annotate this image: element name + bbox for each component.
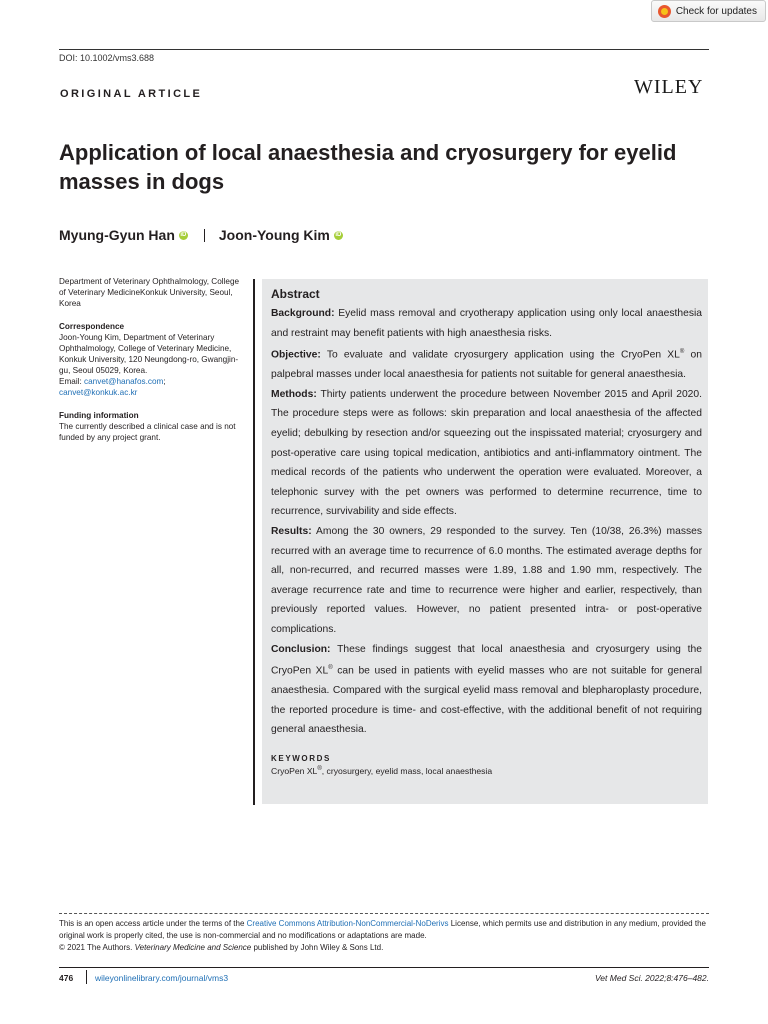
- correspondence-text: [59, 332, 244, 398]
- registered-mark: ®: [679, 349, 685, 356]
- keyword-cryopen: CryoPen XL: [271, 765, 318, 776]
- keywords-list: [271, 766, 702, 776]
- methods-text: Thirty patients underwent the procedure between November 2015 and April 2020. The procedure steps were as follows: skin preparation and local anaesthesia of the affected eyelid; debulking by resection and/or squeezing out the inspissated material; cryosurgery and post-operative care using topical medication, antibiotics and anti-inflammatory ointment. The medical records of the patients who underwent the operation were evaluated. Moreover, a telephonic survey with the pet owners was performed to determine recurrence, time to recurrence, survivability and side effects.: [271, 388, 702, 518]
- copyright-text: © 2021 The Authors.: [59, 943, 135, 952]
- abstract-box: [262, 279, 708, 804]
- affiliation: Department of Veterinary Ophthalmology, College of Veterinary MedicineKonkuk University, Seoul, Korea: [59, 277, 240, 308]
- conclusion-text-end: can be used in patients with eyelid masses who are not suitable for general anaesthesia. Compared with the surgical eyelid mass removal and blepharoplasty procedure, the reported procedure is time- and cost-effective, with the additional benefit of not requiring general anaesthesia.: [271, 665, 702, 736]
- abstract-methods: [271, 385, 702, 522]
- email-link[interactable]: canvet@konkuk.ac.kr: [59, 388, 138, 397]
- author-name[interactable]: Joon-Young Kim: [218, 227, 330, 243]
- license-text-end: License, which permits use and distribution in any medium, provided the original work is properly cited, the use is non-commercial and no modifications or adaptations are made.: [59, 919, 706, 940]
- footer-separator: [86, 970, 87, 984]
- publisher-logo: WILEY: [634, 76, 704, 98]
- license-link[interactable]: Creative Commons Attribution-NonCommercial-NoDerivs: [246, 919, 449, 928]
- author-name[interactable]: Myung-Gyun Han: [59, 227, 175, 243]
- article-title: Application of local anaesthesia and cryosurgery for eyelid masses in dogs: [59, 140, 677, 194]
- conclusion-label: Conclusion:: [271, 643, 331, 655]
- abstract-heading: Abstract: [271, 287, 320, 301]
- orcid-icon[interactable]: iD: [180, 231, 187, 238]
- correspondence-heading: Correspondence: [59, 322, 125, 331]
- funding-heading: Funding information: [59, 411, 139, 420]
- objective-text: To evaluate and validate cryosurgery application using the CryoPen XL: [320, 349, 680, 361]
- journal-url-link[interactable]: wileyonlinelibrary.com/journal/vms3: [95, 973, 229, 983]
- article-type: ORIGINAL ARTICLE: [60, 88, 203, 100]
- author-separator: [204, 229, 205, 242]
- citation: Vet Med Sci. 2022;8:476–482.: [594, 973, 709, 983]
- objective-label: Objective:: [271, 349, 321, 361]
- doi: DOI: 10.1002/vms3.688: [59, 53, 155, 63]
- keywords-heading: KEYWORDS: [271, 753, 331, 763]
- orcid-icon[interactable]: iD: [335, 231, 342, 238]
- methods-label: Methods:: [271, 388, 317, 400]
- license-text: This is an open access article under the terms of the: [59, 919, 247, 928]
- funding-text: The currently described a clinical case and is not funded by any project grant.: [59, 422, 236, 442]
- header-rule: [59, 49, 709, 50]
- email-separator: ;: [163, 377, 166, 386]
- abstract-background: [271, 304, 702, 343]
- copyright-publisher: published by John Wiley & Sons Ltd.: [251, 943, 384, 952]
- abstract-conclusion: [271, 640, 702, 740]
- article-sidebar: [59, 276, 244, 443]
- results-text: Among the 30 owners, 29 responded to the survey. Ten (10/38, 26.3%) masses recurred with an average time to recurrence of 6.0 months. The estimated average depths for all, non-recurred, and recurred masses were 1.89, 1.88 and 1.90 mm, respectively. The average recurrence rate and time to recurrence were higher and earlier, respectively, than previously reported values. However, no patient presented intra- or post-operative complications.: [271, 525, 702, 635]
- objective-text-end: on palpebral masses under local anaesthesia for patients not suitable for general anaesthesia.: [271, 349, 702, 381]
- keywords-rest: , cryosurgery, eyelid mass, local anaesthesia: [321, 765, 493, 776]
- abstract-results: [271, 522, 702, 640]
- conclusion-text: These findings suggest that local anaesthesia and cryosurgery using the CryoPen XL: [271, 643, 702, 677]
- email-label: Email:: [59, 377, 85, 386]
- check-for-updates-button[interactable]: [651, 0, 766, 22]
- email-link[interactable]: canvet@hanafos.com: [84, 377, 164, 386]
- crossmark-icon: [658, 5, 671, 18]
- check-for-updates-label: Check for updates: [675, 5, 757, 17]
- license-divider: [59, 913, 709, 914]
- registered-mark: ®: [328, 665, 333, 672]
- author-list: [59, 227, 343, 243]
- results-label: Results:: [271, 525, 312, 537]
- license-notice: [59, 918, 709, 954]
- column-divider: [253, 279, 255, 805]
- journal-name: Veterinary Medicine and Science: [134, 943, 252, 952]
- footer-rule: [59, 967, 709, 968]
- background-text: Eyelid mass removal and cryotherapy application using only local anaesthesia and restraint may benefit patients with high anaesthesia risks.: [271, 308, 702, 339]
- page-number: 476: [59, 973, 74, 983]
- background-label: Background:: [271, 308, 335, 319]
- abstract-objective: [271, 343, 702, 385]
- registered-mark: ®: [317, 766, 322, 773]
- correspondence-address: Joon-Young Kim, Department of Veterinary Ophthalmology, College of Veterinary Medicine, Konkuk University, 120 Neungdong-ro, Gwangjin-gu, Seoul 05029, Korea.: [59, 333, 239, 375]
